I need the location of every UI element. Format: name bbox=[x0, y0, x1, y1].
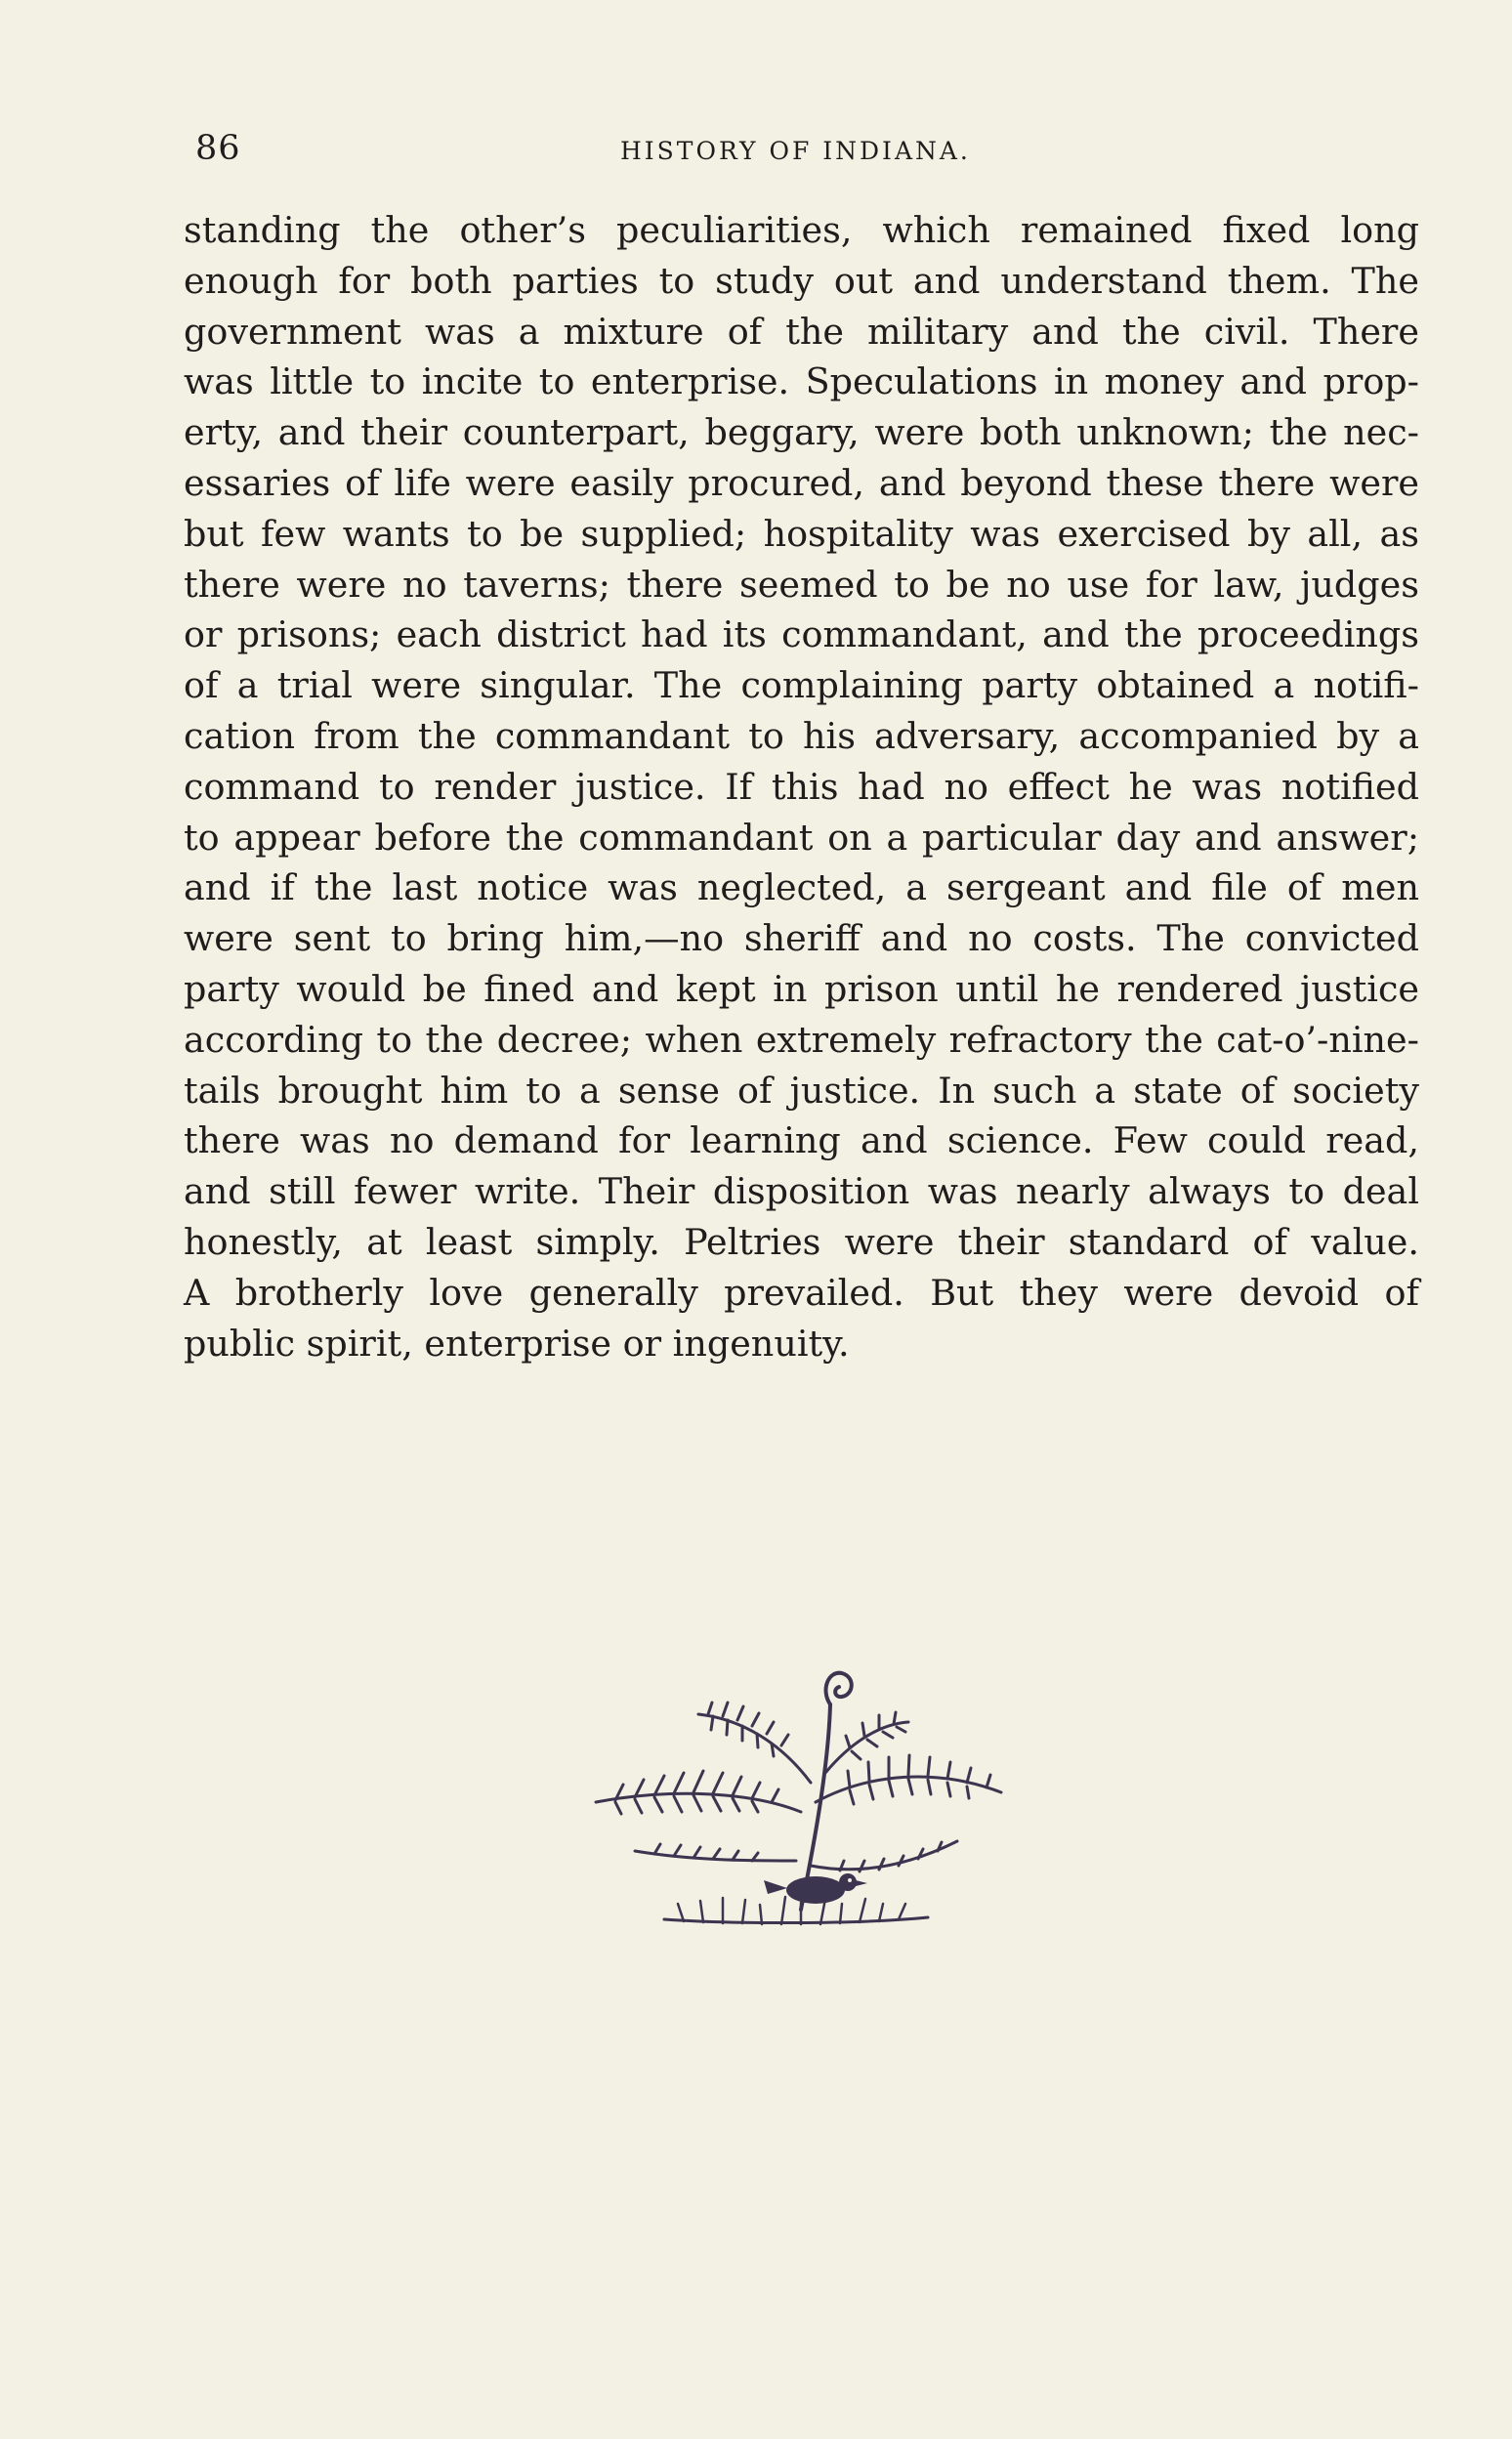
running-head bbox=[195, 129, 1436, 178]
text-line: erty, and their counterpart, beggary, were both unknown; the nec- bbox=[184, 411, 1419, 454]
fern-bird-ornament-icon bbox=[586, 1665, 1016, 1958]
text-line: was little to incite to enterprise. Speculations in money and prop- bbox=[184, 360, 1419, 403]
text-line: to appear before the commandant on a particular day and answer; bbox=[184, 816, 1419, 859]
page-number: 86 bbox=[195, 129, 241, 168]
text-line: tails brought him to a sense of justice. In such a state of society bbox=[184, 1069, 1419, 1112]
running-title: HISTORY OF INDIANA. bbox=[620, 137, 971, 165]
text-line: there was no demand for learning and science. Few could read, bbox=[184, 1119, 1419, 1162]
text-line: there were no taverns; there seemed to be no use for law, judges bbox=[184, 563, 1419, 606]
text-line: cation from the commandant to his adversary, accompanied by a bbox=[184, 714, 1419, 757]
text-line: command to render justice. If this had no effect he was notified bbox=[184, 765, 1419, 808]
text-line: government was a mixture of the military and the civil. There bbox=[184, 310, 1419, 353]
text-line: according to the decree; when extremely refractory the cat-o’-nine- bbox=[184, 1018, 1419, 1061]
text-line: essaries of life were easily procured, and beyond these there were bbox=[184, 461, 1419, 504]
text-line: of a trial were singular. The complaining party obtained a notifi- bbox=[184, 664, 1419, 707]
text-line: A brotherly love generally prevailed. But they were devoid of bbox=[184, 1271, 1419, 1314]
text-line: party would be fined and kept in prison until he rendered justice bbox=[184, 967, 1419, 1010]
text-line: were sent to bring him,—no sheriff and no costs. The convicted bbox=[184, 917, 1419, 960]
text-line: standing the other’s peculiarities, which remained fixed long bbox=[184, 209, 1419, 251]
text-line: but few wants to be supplied; hospitality was exercised by all, as bbox=[184, 512, 1419, 555]
text-line: honestly, at least simply. Peltries were their standard of value. bbox=[184, 1220, 1419, 1263]
text-line: and still fewer write. Their disposition was nearly always to deal bbox=[184, 1170, 1419, 1213]
text-line: or prisons; each district had its commandant, and the proceedings bbox=[184, 613, 1419, 656]
text-line: public spirit, enterprise or ingenuity. bbox=[184, 1322, 850, 1365]
text-line: and if the last notice was neglected, a sergeant and file of men bbox=[184, 866, 1419, 909]
text-line: enough for both parties to study out and understand them. The bbox=[184, 259, 1419, 302]
body-text bbox=[184, 205, 1419, 1368]
